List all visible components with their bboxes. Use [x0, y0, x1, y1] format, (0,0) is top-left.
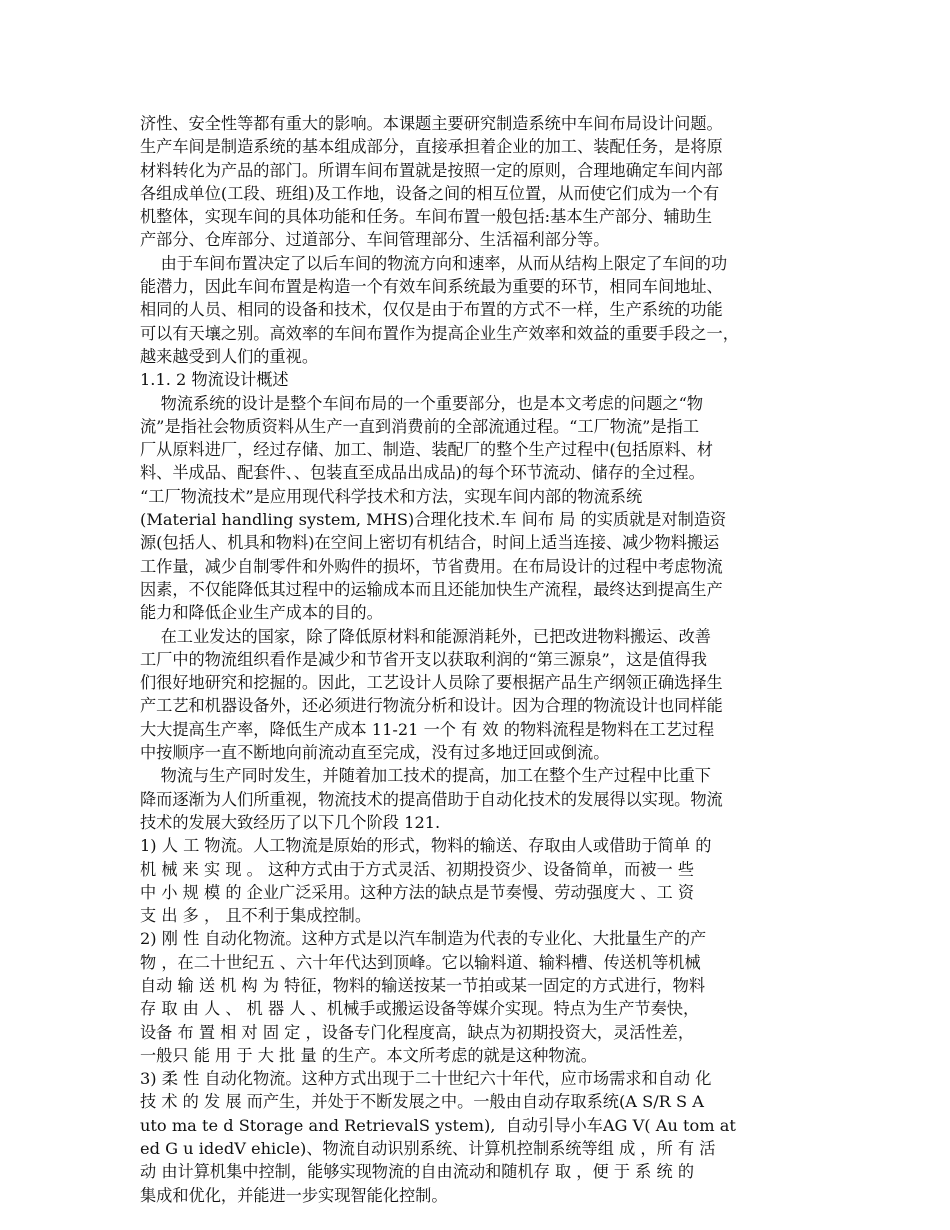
text-line: 集成和优化，并能进一步实现智能化控制。 — [140, 1185, 448, 1205]
text-line: 存 取 由 人 、 机 器 人 、机械手或搬运设备等媒介实现。特点为生产节奏快， — [140, 999, 700, 1019]
text-line: 物流与生产同时发生，并随着加工技术的提高，加工在整个生产过程中比重下 — [140, 766, 711, 786]
text-line: 产工艺和机器设备外，还必须进行物流分析和设计。因为合理的物流设计也同样能 — [140, 696, 723, 716]
text-line: ed G u idedV ehicle)、物流自动识别系统、计算机控制系统等组 成 ，所 有 活 — [140, 1139, 716, 1159]
document-body — [140, 112, 830, 1207]
text-line: 机 械 来 实 现 。 这种方式由于方式灵活、初期投资少、设备简单，而被一 些 — [140, 859, 695, 879]
text-line: uto ma te d Storage and RetrievalS ystem), 自动引导小车AG V( Au tom at — [140, 1115, 736, 1135]
text-line: 物流系统的设计是整个车间布局的一个重要部分，也是本文考虑的问题之“物 — [140, 393, 704, 413]
text-line: “工厂物流技术”是应用现代科学技术和方法，实现车间内部的物流系统 — [140, 486, 643, 506]
text-line: 中按顺序一直不断地向前流动直至完成，没有过多地迂回或倒流。 — [140, 743, 610, 763]
text-line: 工厂中的物流组织看作是减少和节省开支以获取利润的“第三源泉”，这是值得我 — [140, 649, 707, 669]
text-line: 1) 人 工 物流。人工物流是原始的形式，物料的输送、存取由人或借助于简单 的 — [140, 836, 712, 856]
text-line: 相同的人员、相同的设备和技术，仅仅是由于布置的方式不一样，生产系统的功能 — [140, 300, 723, 320]
text-line: 机整体，实现车间的具体功能和任务。车间布置一般包括:基本生产部分、辅助生 — [140, 207, 713, 227]
text-line: 中 小 规 模 的 企业广泛采用。这种方法的缺点是节奏慢、劳动强度大 、工 资 — [140, 882, 695, 902]
text-line: 产部分、仓库部分、过道部分、车间管理部分、生活福利部分等。 — [140, 230, 610, 250]
text-line: 大大提高生产率，降低生产成本 11-21 一个 有 效 的物料流程是物料在工艺过程 — [140, 719, 715, 739]
text-line: 厂从原料进厂，经过存储、加工、制造、装配厂的整个生产过程中(包括原料、材 — [140, 440, 713, 460]
text-line: 各组成单位(工段、班组)及工作地，设备之间的相互位置，从而使它们成为一个有 — [140, 183, 720, 203]
text-line: 降而逐渐为人们所重视，物流技术的提高借助于自动化技术的发展得以实现。物流 — [140, 789, 723, 809]
text-line: 1.1. 2 物流设计概述 — [140, 370, 289, 390]
text-line: 生产车间是制造系统的基本组成部分，直接承担着企业的加工、装配任务，是将原 — [140, 137, 723, 157]
text-line: 物 ，在二十世纪五 、六十年代达到顶峰。它以输料道、输料槽、传送机等机械 — [140, 952, 701, 972]
text-line: 技术的发展大致经历了以下几个阶段 121. — [140, 812, 441, 832]
text-line: 们很好地研究和挖掘的。因此，工艺设计人员除了要根据产品生产纲领正确选择生 — [140, 673, 723, 693]
text-line: 工作量，减少自制零件和外购件的损坏，节省费用。在布局设计的过程中考虑物流 — [140, 556, 723, 576]
text-line: (Material handling system, MHS)合理化技术.车 间布 局 的实质就是对制造资 — [140, 510, 727, 530]
text-line: 设备 布 置 相 对 固 定 ，设备专门化程度高，缺点为初期投资大，灵活性差， — [140, 1022, 695, 1042]
text-line: 流”是指社会物质资料从生产一直到消费前的全部流通过程。“工厂物流”是指工 — [140, 416, 700, 436]
text-line: 在工业发达的国家，除了降低原材料和能源消耗外，已把改进物料搬运、改善 — [140, 626, 711, 646]
text-line: 源(包括人、机具和物料)在空间上密切有机结合，时间上适当连接、减少物料搬运 — [140, 533, 720, 553]
text-line: 动 由计算机集中控制，能够实现物流的自由流动和随机存 取 ，便 于 系 统 的 — [140, 1162, 695, 1182]
text-line: 可以有天壤之别。高效率的车间布置作为提高企业生产效率和效益的重要手段之一， — [140, 323, 739, 343]
text-line: 因素，不仅能降低其过程中的运输成本而且还能加快生产流程，最终达到提高生产 — [140, 579, 723, 599]
text-line: 能力和降低企业生产成本的目的。 — [140, 603, 383, 623]
text-line: 济性、安全性等都有重大的影响。本课题主要研究制造系统中车间布局设计问题。 — [140, 114, 723, 133]
text-line: 3) 柔 性 自动化物流。这种方式出现于二十世纪六十年代，应市场需求和自动 化 — [140, 1069, 712, 1089]
text-line: 越来越受到人们的重视。 — [140, 346, 319, 366]
text-line: 由于车间布置决定了以后车间的物流方向和速率，从而从结构上限定了车间的功 — [140, 253, 728, 273]
text-line: 支 出 多 ， 且不利于集成控制。 — [140, 906, 372, 926]
text-line: 2) 刚 性 自动化物流。这种方式是以汽车制造为代表的专业化、大批量生产的产 — [140, 929, 707, 949]
text-line: 材料转化为产品的部门。所谓车间布置就是按照一定的原则，合理地确定车间内部 — [140, 160, 723, 180]
text-line: 自动 输 送 机 构 为 特征，物料的输送按某一节拍或某一固定的方式进行，物料 — [140, 975, 706, 995]
text-line: 料、半成品、配套件、、包装直至成品出成品)的每个环节流动、储存的全过程。 — [140, 463, 705, 483]
text-line: 技 术 的 发 展 而产生，并处于不断发展之中。一般由自动存取系统(A S/R S A — [140, 1092, 704, 1112]
text-line: 能潜力，因此车间布置是构造一个有效车间系统最为重要的环节，相同车间地址、 — [140, 277, 723, 297]
text-line: 一般只 能 用 于 大 批 量 的生产。本文所考虑的就是这种物流。 — [140, 1045, 597, 1065]
